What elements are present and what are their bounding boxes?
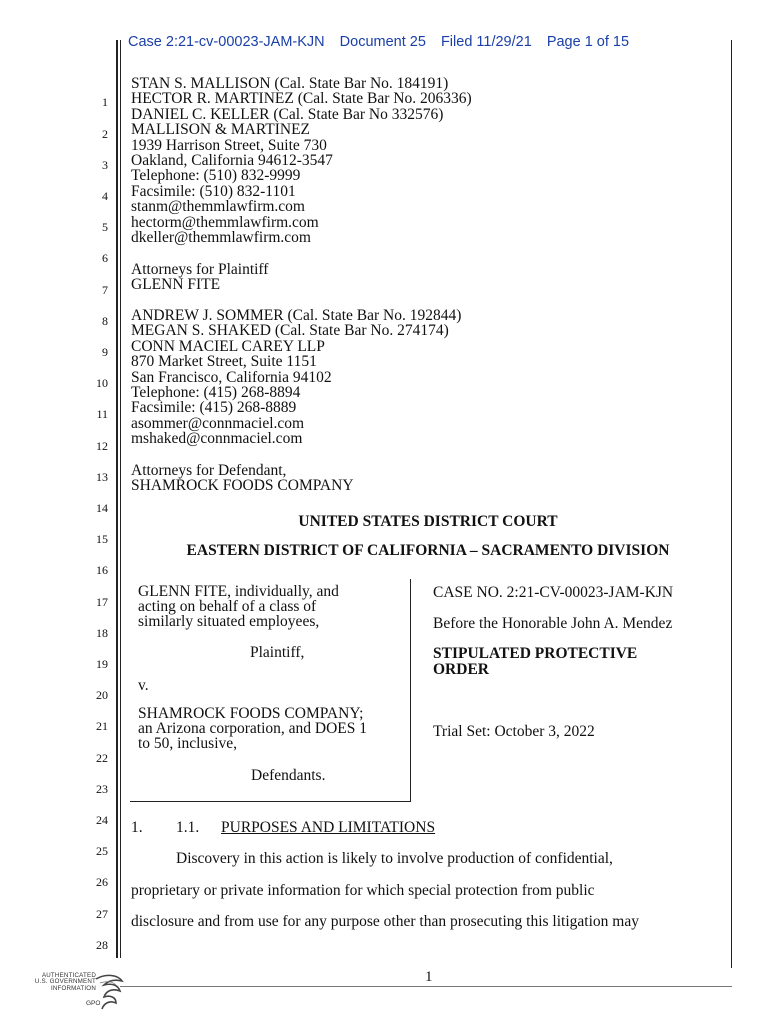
counsel-line: Telephone: (415) 268-8894 [131, 383, 301, 401]
line-number: 23 [96, 782, 108, 796]
counsel-email: mshaked@connmaciel.com [131, 430, 303, 448]
line-number: 18 [96, 626, 108, 640]
counsel-line: Oakland, California 94612-3547 [131, 151, 333, 169]
header-case-number: Case 2:21-cv-00023-JAM-KJN [128, 34, 325, 50]
gpo-label: GPO [86, 1000, 101, 1007]
counsel-line: Facsimile: (415) 268-8889 [131, 399, 297, 417]
judge-line: Before the Honorable John A. Mendez [433, 615, 673, 632]
counsel-line: MEGAN S. SHAKED (Cal. State Bar No. 274174) [131, 322, 449, 340]
body-paragraph-line: proprietary or private information for which special protection from public [131, 882, 595, 899]
line-number: 11 [96, 407, 108, 421]
document-title-line: ORDER [433, 661, 489, 678]
caption-plaintiff-line: GLENN FITE, individually, and [138, 583, 339, 600]
line-number: 27 [96, 907, 108, 921]
gpo-seal-line: U.S. GOVERNMENT [34, 978, 96, 986]
page-number: 1 [425, 969, 433, 985]
counsel-line: 870 Market Street, Suite 1151 [131, 353, 317, 371]
line-number: 22 [96, 751, 108, 765]
line-number: 15 [96, 532, 108, 546]
caption-plaintiff-line: similarly situated employees, [138, 613, 320, 630]
document-title [433, 646, 637, 678]
line-number: 3 [102, 158, 108, 172]
caption-defendant-line: to 50, inclusive, [138, 735, 238, 752]
line-number: 5 [102, 220, 108, 234]
court-name: UNITED STATES DISTRICT COURT [298, 513, 558, 530]
trial-date: Trial Set: October 3, 2022 [433, 723, 595, 740]
attorneys-for-line: SHAMROCK FOODS COMPANY [131, 477, 354, 495]
section-heading: PURPOSES AND LIMITATIONS [221, 819, 436, 836]
line-number: 1 [102, 95, 108, 109]
line-number: 25 [96, 844, 108, 858]
left-margin-rule [116, 40, 118, 958]
gpo-authentication-seal [34, 973, 130, 1015]
subsection-number: 1.1. [176, 819, 200, 836]
counsel-email: asommer@connmaciel.com [131, 414, 305, 432]
section-number: 1. [131, 819, 143, 836]
line-number: 10 [96, 376, 108, 390]
counsel-line: 1939 Harrison Street, Suite 730 [131, 136, 327, 154]
caption-defendant-label: Defendants. [251, 767, 326, 784]
document-title-line: STIPULATED PROTECTIVE [433, 645, 638, 662]
line-number: 8 [102, 314, 108, 328]
body-paragraph-line: Discovery in this action is likely to involve production of confidential, [176, 850, 613, 867]
case-number: CASE NO. 2:21-CV-00023-JAM-KJN [433, 584, 674, 601]
court-district: EASTERN DISTRICT OF CALIFORNIA – SACRAMENTO DIVISION [186, 542, 670, 559]
caption-defendant-line: SHAMROCK FOODS COMPANY; [138, 705, 364, 722]
plaintiff-attorneys-for [131, 262, 268, 293]
caption-plaintiff-label: Plaintiff, [250, 644, 305, 661]
caption-plaintiff [138, 584, 339, 629]
line-number: 6 [102, 251, 108, 265]
counsel-line: HECTOR R. MARTINEZ (Cal. State Bar No. 206336) [131, 90, 472, 108]
body-paragraph-line: disclosure and from use for any purpose other than prosecuting this litigation may [131, 913, 639, 930]
line-number: 21 [96, 719, 108, 733]
line-number: 26 [96, 875, 108, 889]
line-number: 7 [102, 283, 108, 297]
caption-defendant [138, 706, 367, 751]
counsel-line: Facsimile: (510) 832-1101 [131, 182, 296, 200]
header-document-number: Document 25 [339, 34, 426, 50]
line-number: 16 [96, 563, 108, 577]
gpo-seal-text [34, 973, 96, 992]
line-number: 28 [96, 938, 108, 952]
counsel-email: hectorm@themmlawfirm.com [131, 213, 319, 231]
gpo-seal-line: AUTHENTICATED [41, 972, 96, 979]
attorneys-for-line: Attorneys for Plaintiff [131, 261, 269, 278]
counsel-line: STAN S. MALLISON (Cal. State Bar No. 184191) [131, 75, 449, 92]
line-number: 19 [96, 657, 108, 671]
plaintiff-counsel-block [131, 76, 472, 245]
header-filed-date: Filed 11/29/21 [440, 34, 532, 50]
caption-plaintiff-line: acting on behalf of a class of [138, 598, 317, 615]
line-number: 4 [102, 189, 108, 203]
gpo-seal-line: INFORMATION [50, 984, 96, 992]
counsel-line: CONN MACIEL CAREY LLP [131, 337, 325, 355]
counsel-line: San Francisco, California 94102 [131, 368, 332, 386]
counsel-line: MALLISON & MARTINEZ [131, 121, 311, 139]
counsel-line: ANDREW J. SOMMER (Cal. State Bar No. 192844) [131, 307, 462, 324]
caption-defendant-line: an Arizona corporation, and DOES 1 [138, 720, 367, 737]
line-number: 17 [96, 595, 108, 609]
line-number: 2 [102, 127, 108, 141]
filing-header [128, 34, 640, 50]
line-number: 9 [102, 345, 108, 359]
line-number: 12 [96, 439, 108, 453]
attorneys-for-line: GLENN FITE [131, 276, 221, 294]
counsel-line: Telephone: (510) 832-9999 [131, 167, 301, 185]
defendant-attorneys-for [131, 463, 354, 494]
attorneys-for-line: Attorneys for Defendant, [131, 462, 287, 479]
footer-rule [120, 986, 732, 987]
counsel-email: stanm@themmlawfirm.com [131, 198, 305, 216]
counsel-email: dkeller@themmlawfirm.com [131, 228, 311, 246]
line-number: 20 [96, 688, 108, 702]
line-number: 24 [96, 813, 108, 827]
right-margin-rule [731, 40, 732, 968]
caption-versus: v. [138, 677, 149, 694]
header-page-count: Page 1 of 15 [546, 34, 630, 50]
counsel-line: DANIEL C. KELLER (Cal. State Bar No 332576) [131, 105, 444, 123]
defendant-counsel-block [131, 308, 461, 447]
line-number: 13 [96, 470, 108, 484]
line-number: 14 [96, 501, 108, 515]
gpo-eagle-icon [92, 973, 128, 1013]
left-margin-rule-inner [120, 40, 121, 958]
